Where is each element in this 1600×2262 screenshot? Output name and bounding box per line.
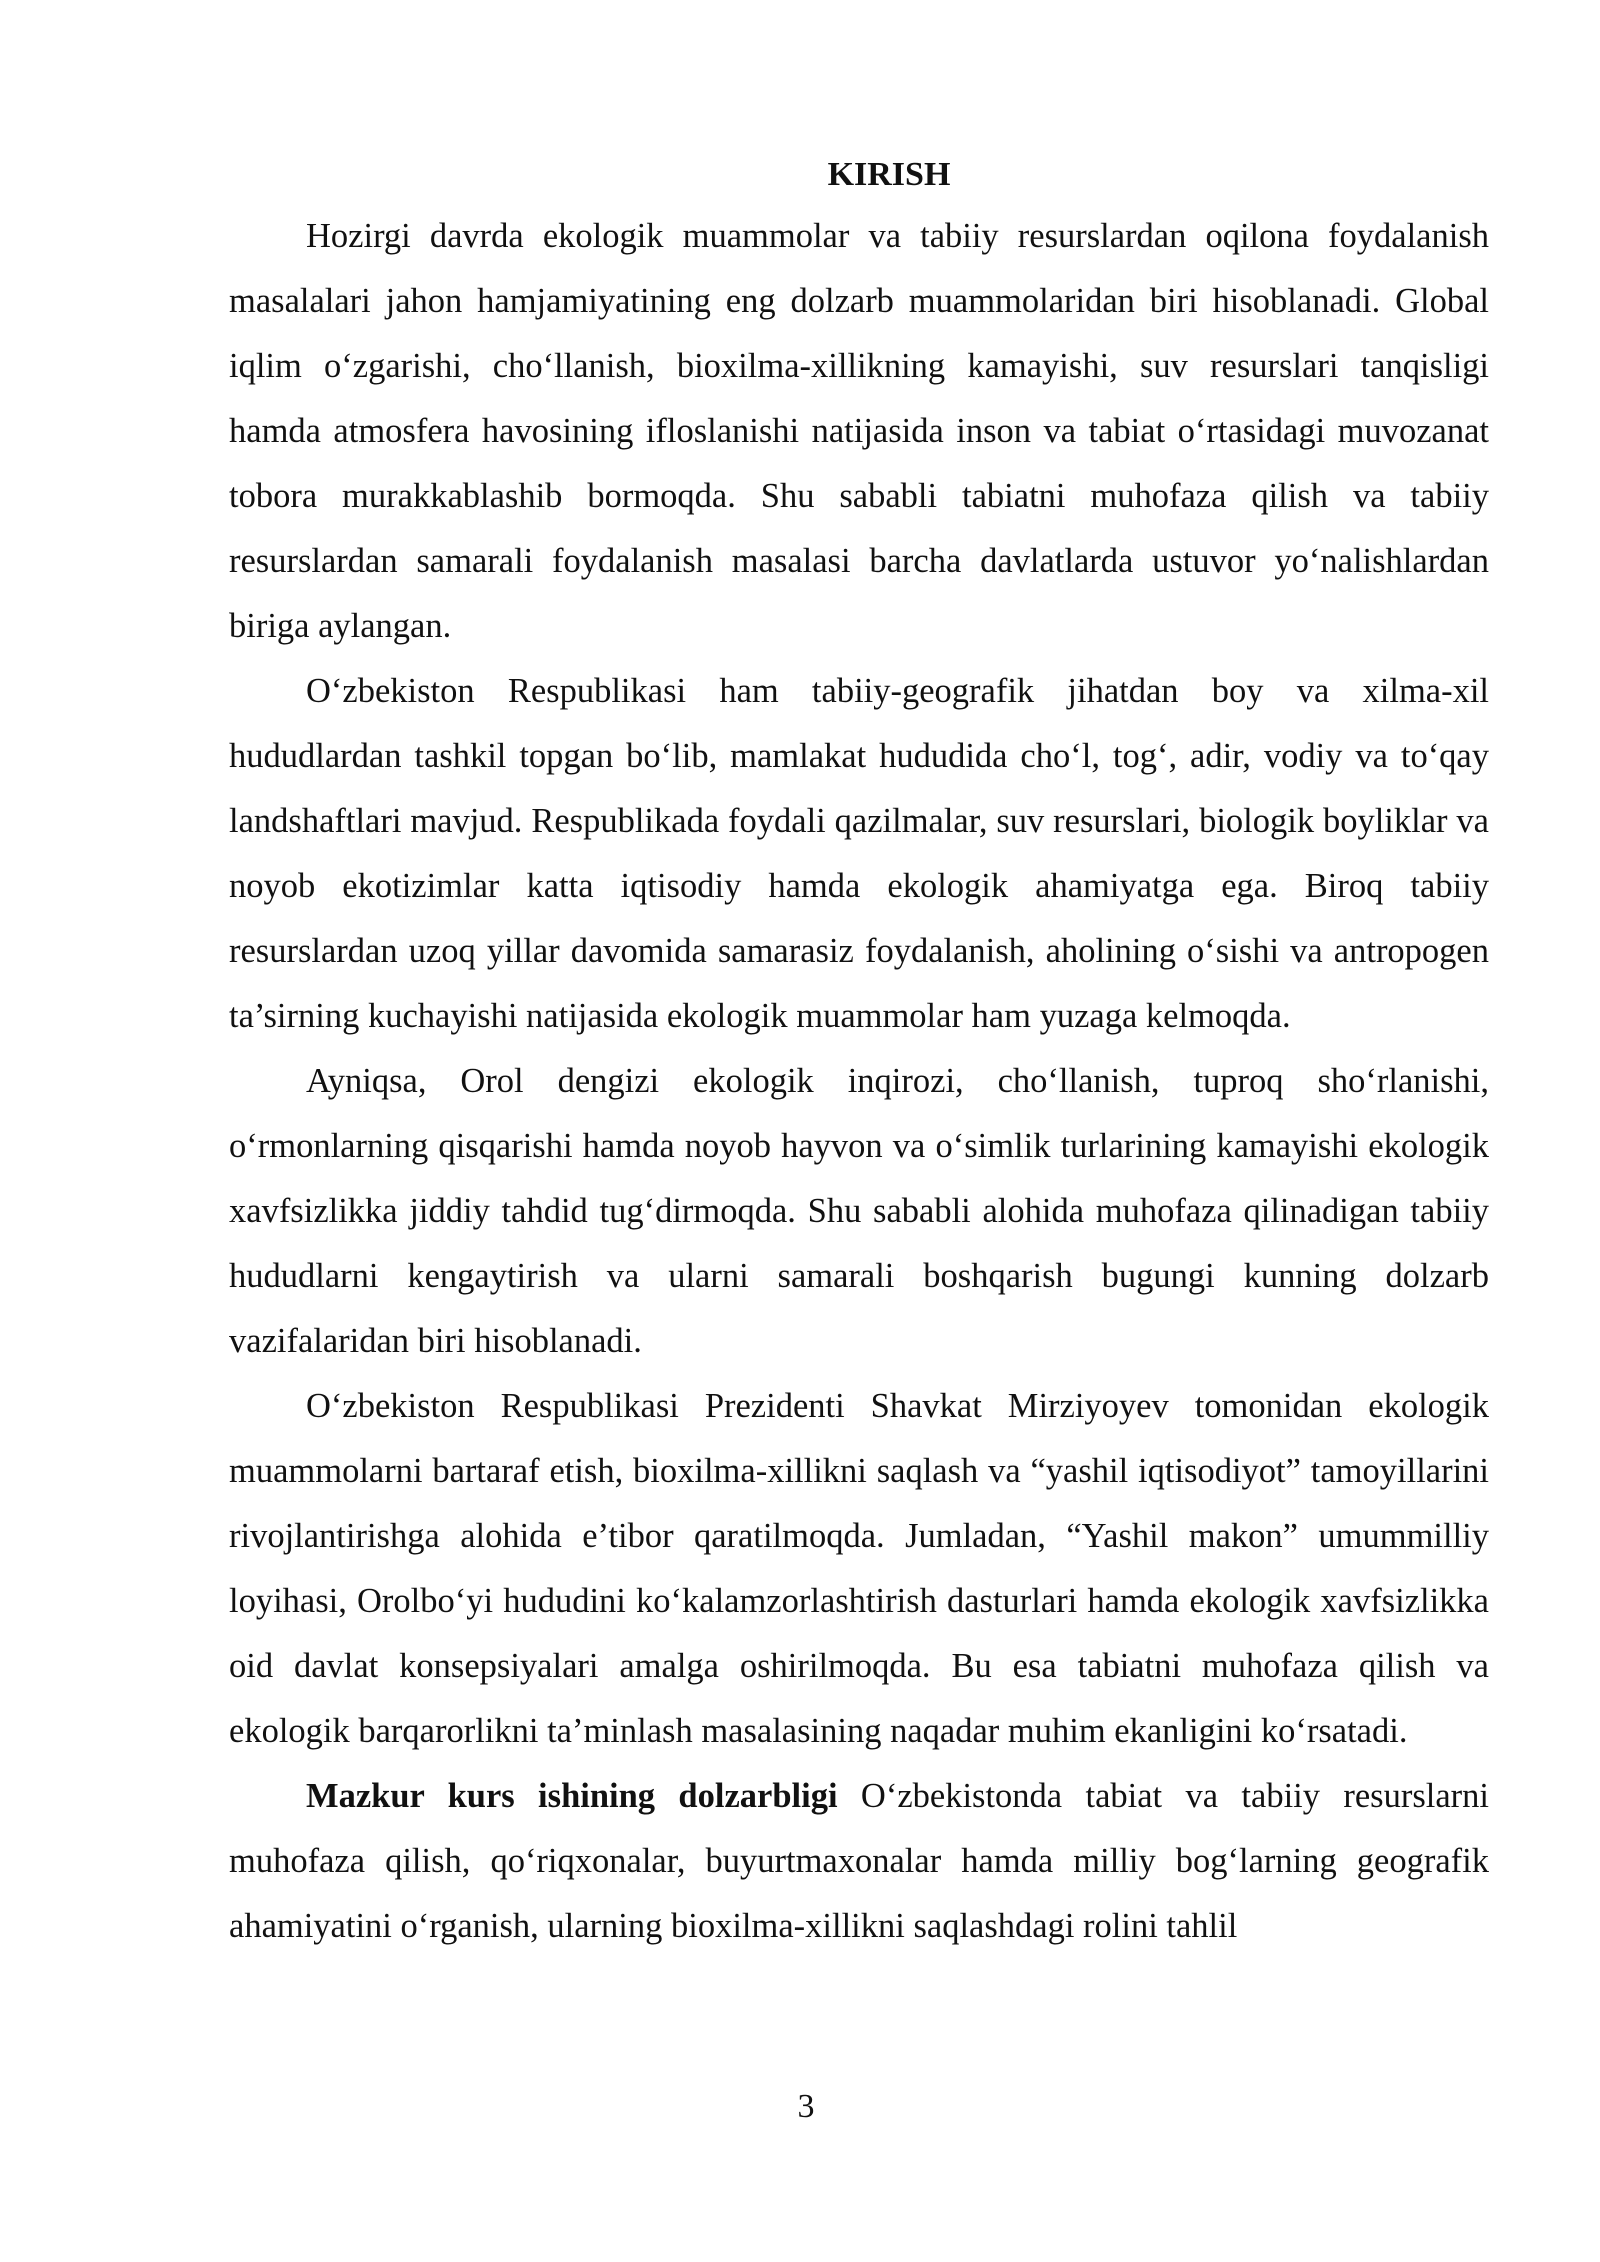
paragraph-text: O‘zbekiston Respublikasi ham tabiiy-geografik jihatdan boy va xilma-xil hududlardan tashkil topgan bo‘lib, mamlakat hududida cho‘l, tog‘, adir, vodiy va to‘qay landshaftlari mavjud. Respublikada foydali qazilmalar, suv resurslari, biologik boyliklar va noyob ekotizimlar katta iqtisodiy hamda ekologik ahamiyatga ega. Biroq tabiiy resurslardan uzoq yillar davomida samarasiz foydalanish, aholining o‘sishi va antropogen ta’sirning kuchayishi natijasida ekologik muammolar ham yuzaga kelmoqda. xyxy=(229,672,1489,1035)
paragraph-text: Hozirgi davrda ekologik muammolar va tabiiy resurslardan oqilona foydalanish masalalari jahon hamjamiyatining eng dolzarb muammolaridan biri hisoblanadi. Global iqlim o‘zgarishi, cho‘llanish, bioxilma-xillikning kamayishi, suv resurslari tanqisligi hamda atmosfera havosining ifloslanishi natijasida inson va tabiat o‘rtasidagi muvozanat tobora murakkablashib bormoqda. Shu sababli tabiatni muhofaza qilish va tabiiy resurslardan samarali foydalanish masalasi barcha davlatlarda ustuvor yo‘nalishlardan biriga aylangan. xyxy=(229,217,1489,645)
paragraph-text: O‘zbekiston Respublikasi Prezidenti Shavkat Mirziyoyev tomonidan ekologik muammolarni bartaraf etish, bioxilma-xillikni saqlash va “yashil iqtisodiyot” tamoyillarini rivojlantirishga alohida e’tibor qaratilmoqda. Jumladan, “Yashil makon” umummilliy loyihasi, Orolbo‘yi hududini ko‘kalamzorlashtirish dasturlari hamda ekologik xavfsizlikka oid davlat konsepsiyalari amalga oshirilmoqda. Bu esa tabiatni muhofaza qilish va ekologik barqarorlikni ta’minlash masalasining naqadar muhim ekanligini ko‘rsatadi. xyxy=(229,1387,1489,1750)
paragraph-text: O‘zbekistonda tabiat va tabiiy resurslarni muhofaza qilish, qo‘riqxonalar, buyurtmaxonalar hamda milliy bog‘larning geografik ahamiyatini o‘rganish, ularning bioxilma-xillikni saqlashdagi rolini tahlil xyxy=(229,1777,1489,1945)
paragraph-4 xyxy=(229,1374,1489,1764)
paragraph-text: Ayniqsa, Orol dengizi ekologik inqirozi, cho‘llanish, tuproq sho‘rlanishi, o‘rmonlarning qisqarishi hamda noyob hayvon va o‘simlik turlarining kamayishi ekologik xavfsizlikka jiddiy tahdid tug‘dirmoqda. Shu sababli alohida muhofaza qilinadigan tabiiy hududlarni kengaytirish va ularni samarali boshqarish bugungi kunning dolzarb vazifalaridan biri hisoblanadi. xyxy=(229,1062,1489,1360)
paragraph-lead-bold: Mazkur kurs ishining dolzarbligi xyxy=(306,1777,838,1815)
paragraph-2 xyxy=(229,659,1489,1049)
paragraph-5 xyxy=(229,1764,1489,1959)
page-title: KIRISH xyxy=(827,156,951,193)
paragraph-3 xyxy=(229,1049,1489,1374)
paragraph-1 xyxy=(229,204,1489,659)
document-body xyxy=(229,146,1489,1959)
page-number: 3 xyxy=(797,2088,815,2125)
